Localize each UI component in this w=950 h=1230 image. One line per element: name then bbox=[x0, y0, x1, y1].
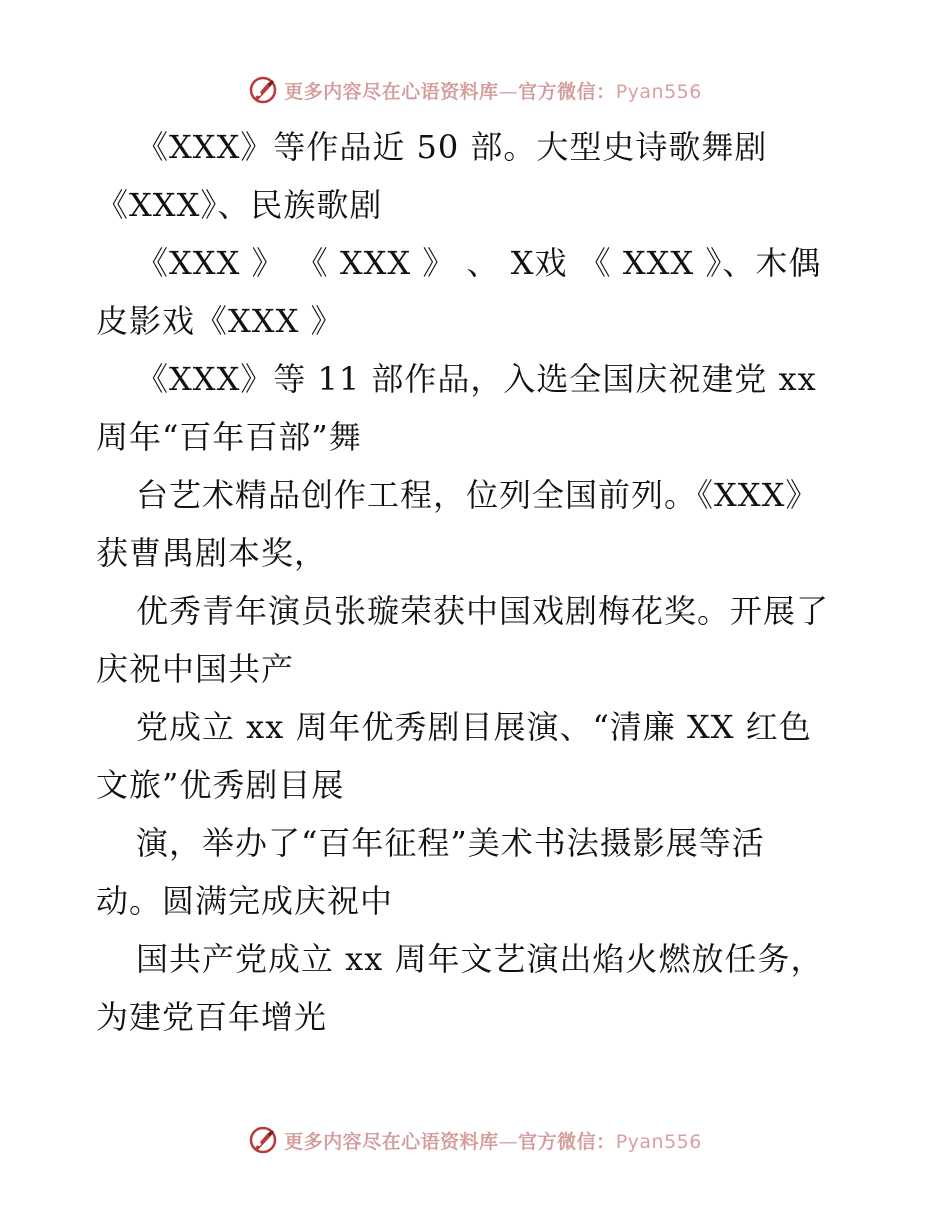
banner-site-name: 更多内容尽在心语资料库 bbox=[284, 1130, 499, 1153]
text-line: 演，举办了“百年征程”美术书法摄影展等活 bbox=[136, 824, 765, 862]
text-line: 党成立 xx 周年优秀剧目展演、“清廉 XX 红色 bbox=[136, 708, 812, 746]
banner-separator: — bbox=[498, 1130, 519, 1153]
document-body bbox=[96, 118, 856, 1046]
text-line: 《XXX》、民族歌剧 bbox=[96, 186, 383, 224]
header-watermark-banner bbox=[0, 70, 950, 110]
text-line: 《XXX 》 《 XXX 》 、 X戏 《 XXX 》、木偶 bbox=[136, 244, 822, 282]
banner-site-name: 更多内容尽在心语资料库 bbox=[284, 80, 499, 103]
banner-wechat-label: 官方微信： bbox=[518, 80, 616, 103]
banner-wechat-id: Pyan556 bbox=[615, 1130, 702, 1153]
text-line: 庆祝中国共产 bbox=[96, 650, 295, 688]
banner-wechat-label: 官方微信： bbox=[518, 1130, 616, 1153]
pen-nib-logo-icon bbox=[248, 75, 278, 105]
text-line: 周年“百年百部”舞 bbox=[96, 418, 362, 456]
text-line: 动。圆满完成庆祝中 bbox=[96, 882, 394, 920]
text-line: 《XXX》等 11 部作品，入选全国庆祝建党 xx bbox=[136, 360, 817, 398]
pen-nib-logo-icon bbox=[248, 1125, 278, 1155]
text-line: 皮影戏《XXX 》 bbox=[96, 302, 344, 340]
text-line: 优秀青年演员张璇荣获中国戏剧梅花奖。开展了 bbox=[136, 592, 830, 630]
text-line: 为建党百年增光 bbox=[96, 998, 328, 1036]
text-line: 获曹禺剧本奖， bbox=[96, 534, 328, 572]
footer-watermark-banner bbox=[0, 1120, 950, 1160]
text-line: 国共产党成立 xx 周年文艺演出焰火燃放任务， bbox=[136, 940, 824, 978]
banner-separator: — bbox=[498, 80, 519, 103]
text-line: 文旅”优秀剧目展 bbox=[96, 766, 345, 804]
banner-wechat-id: Pyan556 bbox=[615, 80, 702, 103]
text-line: 《XXX》等作品近 50 部。大型史诗歌舞剧 bbox=[136, 128, 768, 166]
text-line: 台艺术精品创作工程，位列全国前列。《XXX》 bbox=[136, 476, 819, 514]
